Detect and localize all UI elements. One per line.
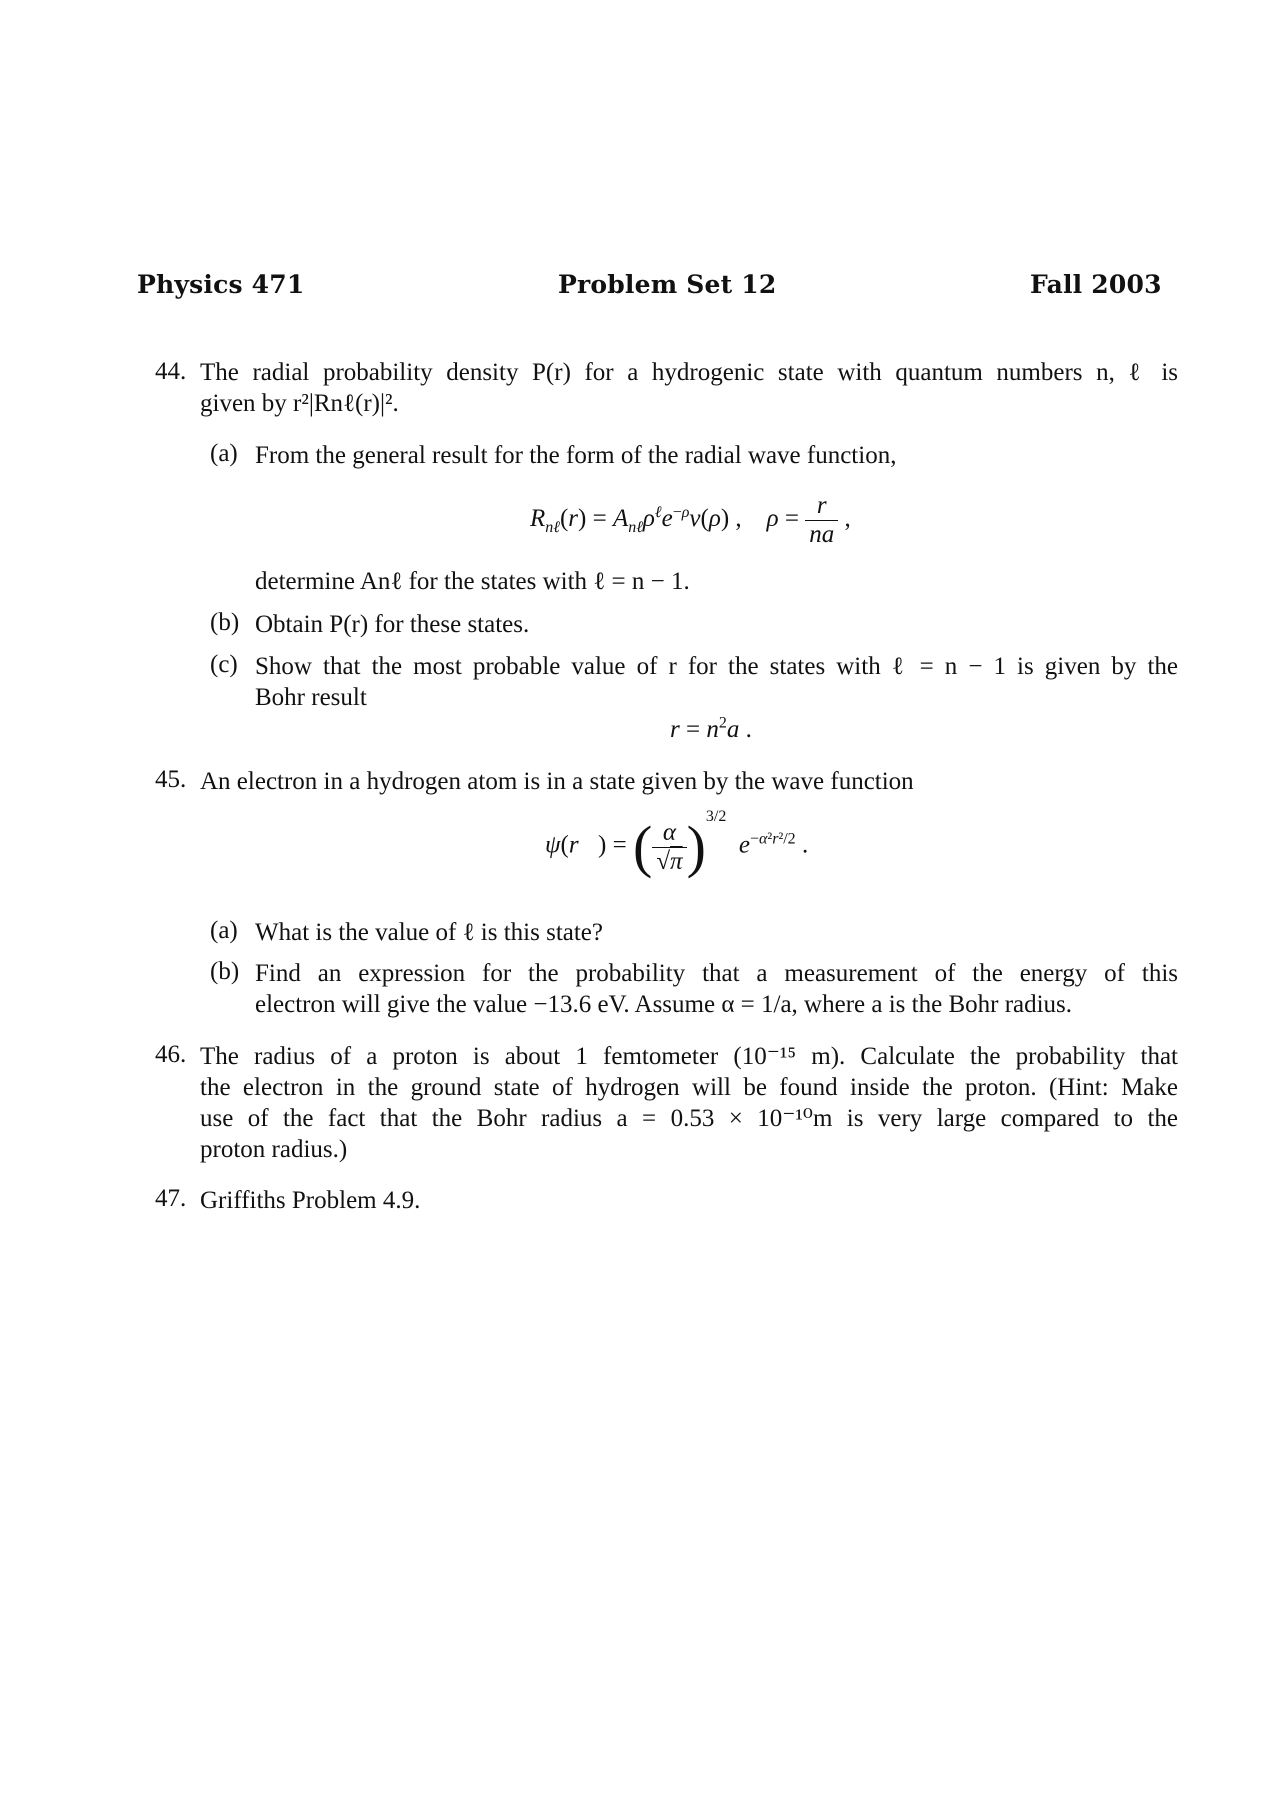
- problem-45-equation: ψ(r⃗) = ( $\frac{\alpha}{√\pi}$ )$^{3/2}$ $e^{-\alpha^2r^2/2}$ .: [545, 808, 809, 879]
- problem-44c-line2: Bohr result: [255, 684, 367, 711]
- problem-46-number: 46.: [155, 1041, 187, 1068]
- problem-44b-label: (b): [210, 609, 240, 636]
- problem-45b-line2: electron will give the value −13.6 eV. Assume α = 1/a, where a is the Bohr radius.: [255, 991, 1073, 1018]
- problem-44-number: 44.: [155, 358, 187, 385]
- problem-set-title: Problem Set 12: [558, 270, 777, 299]
- problem-44a-label: (a): [210, 440, 238, 467]
- problem-44c-line1: Show that the most probable value of r for the states with ℓ = n − 1 is given by the: [255, 653, 1178, 680]
- problem-45-number: 45.: [155, 766, 187, 793]
- problem-45a-text: What is the value of ℓ is this state?: [255, 919, 603, 946]
- problem-46-line4: proton radius.): [200, 1136, 348, 1163]
- term: Fall 2003: [1030, 270, 1162, 299]
- problem-44c-equation: $r = n^2a$ .: [670, 714, 752, 743]
- problem-44a-after: determine Anℓ for the states with ℓ = n − 1.: [255, 568, 690, 595]
- problem-47-text: Griffiths Problem 4.9.: [200, 1187, 421, 1214]
- problem-44-intro-line1: The radial probability density P(r) for a hydrogenic state with quantum numbers n, ℓ is: [200, 359, 1178, 386]
- problem-45b-label: (b): [210, 958, 240, 985]
- problem-46-line2: the electron in the ground state of hydrogen will be found inside the proton. (Hint: Make: [200, 1074, 1178, 1101]
- problem-46-line3: use of the fact that the Bohr radius a = 0.53 × 10⁻¹⁰m is very large compared to the: [200, 1105, 1178, 1132]
- problem-44c-label: (c): [210, 651, 238, 678]
- course-name: Physics 471: [137, 270, 305, 299]
- problem-44a-text: From the general result for the form of the radial wave function,: [255, 442, 897, 469]
- problem-45b-line1: Find an expression for the probability that a measurement of the energy of this: [255, 960, 1178, 987]
- problem-44b-text: Obtain P(r) for these states.: [255, 611, 530, 638]
- problem-47-number: 47.: [155, 1185, 187, 1212]
- problem-45-intro: An electron in a hydrogen atom is in a state given by the wave function: [200, 768, 914, 795]
- problem-44a-equation: $R_{n\ell}(r) = A_{n\ell}\rho^\ell e^{-\rho}v(\rho)$ , ρ = $\frac{r}{na}$ ,: [530, 492, 851, 548]
- problem-44-intro-line2: given by r²|Rnℓ(r)|².: [200, 390, 399, 417]
- problem-46-line1: The radius of a proton is about 1 femtometer (10⁻¹⁵ m). Calculate the probability that: [200, 1043, 1178, 1070]
- problem-45a-label: (a): [210, 917, 238, 944]
